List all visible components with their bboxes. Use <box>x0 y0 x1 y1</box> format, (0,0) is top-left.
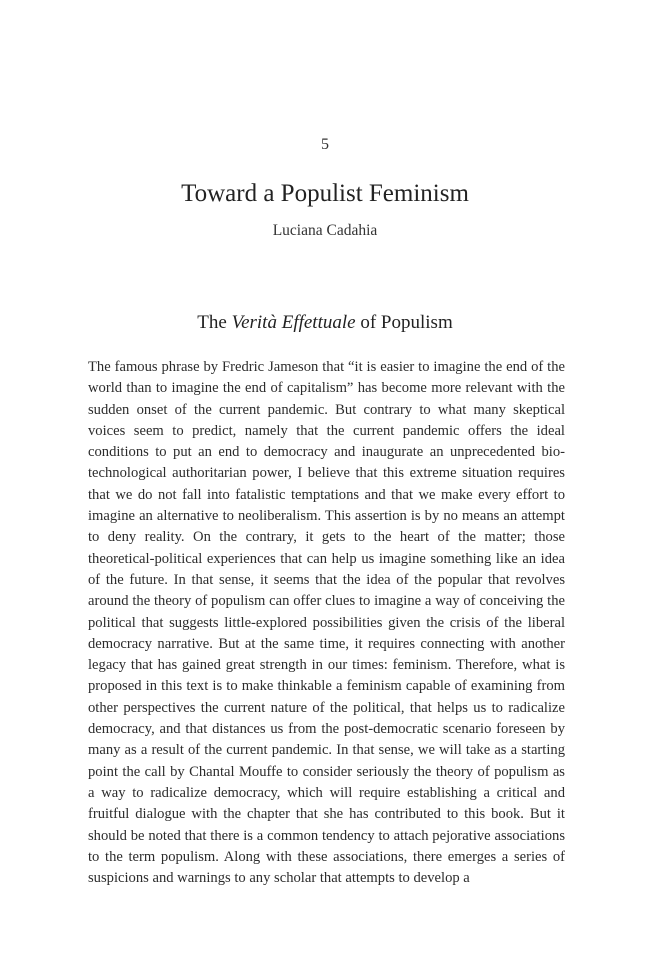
section-heading <box>0 312 650 334</box>
chapter-author: Luciana Cadahia <box>272 222 378 239</box>
chapter-number: 5 <box>321 136 329 153</box>
section-heading-post: of Populism <box>355 312 453 333</box>
section-heading-italic: Verità Effettuale <box>231 312 356 333</box>
body-paragraph: The famous phrase by Fredric Jameson that “it is easier to imagine the end of the world than to imagine the end of capitalism” has become more relevant with the sudden onset of the current pandemic. But contrary to what many skeptical voices seem to predict, namely that the current pandemic offers the ideal conditions to put an end to democracy and inaugurate an unprecedented bio-technological authoritarian power, I believe that this extreme situation requires that we do not fall into fatalistic temptations and that we make every effort to imagine an alternative to neoliberalism. This assertion is by no means an attempt to deny reality. On the contrary, it gets to the heart of the matter; those theoretical-political experiences that can help us imagine something like an idea of the future. In that sense, it seems that the idea of the popular that revolves around the theory of populism can offer clues to imagine a way of conceiving the political that suggests little-explored possibilities given the crisis of the liberal democracy narrative. But at the same time, it requires connecting with another legacy that has gained great strength in our times: feminism. Therefore, what is proposed in this text is to make thinkable a feminism capable of examining from other perspectives the current nature of the political, that helps us to radicalize democracy, and that distances us from the post-democratic scenario foreseen by many as a result of the current pandemic. In that sense, we will take as a starting point the call by Chantal Mouffe to consider seriously the theory of populism as a way to radicalize democracy, which will require establishing a critical and fruitful dialogue with the chapter that she has contributed to this book. But it should be noted that there is a common tendency to attach pejorative associations to the term populism. Along with these associations, there emerges a series of suspicions and warnings to any scholar that attempts to develop a <box>88 359 565 887</box>
chapter-title: Toward a Populist Feminism <box>181 180 469 207</box>
section-heading-pre: The <box>197 312 232 333</box>
